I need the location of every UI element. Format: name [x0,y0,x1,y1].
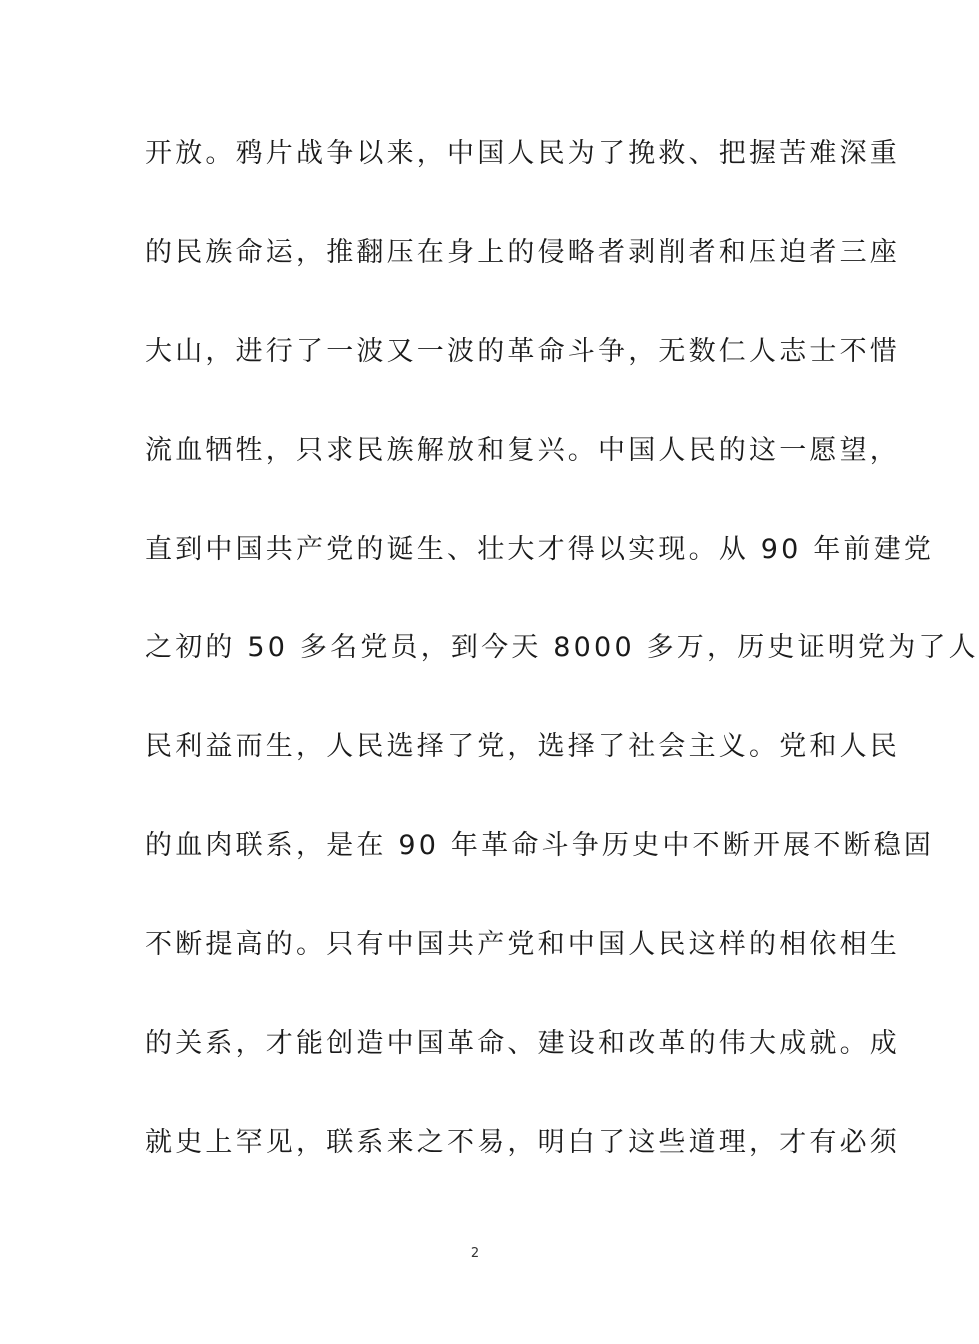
text-line: 的民族命运，推翻压在身上的侵略者剥削者和压迫者三座 [145,236,900,268]
text-line: 直到中国共产党的诞生、壮大才得以实现。从 90 年前建党 [145,533,935,565]
text-line: 大山，进行了一波又一波的革命斗争，无数仁人志士不惜 [145,335,900,367]
text-line: 开放。鸦片战争以来，中国人民为了挽救、把握苦难深重 [145,138,900,169]
text-line: 流血牺牲，只求民族解放和复兴。中国人民的这一愿望， [145,434,900,466]
text-line: 就史上罕见，联系来之不易，明白了这些道理，才有必须 [145,1126,900,1158]
text-line: 不断提高的。只有中国共产党和中国人民这样的相依相生 [145,929,900,961]
text-line: 的血肉联系，是在 90 年革命斗争历史中不断开展不断稳固 [145,830,935,862]
text-line: 之初的 50 多名党员，到今天 8000 多万，历史证明党为了人 [145,632,979,664]
text-line: 民利益而生，人民选择了党，选择了社会主义。党和人民 [145,731,900,763]
page-number: 2 [470,1246,480,1261]
body-text [145,129,979,1217]
text-line: 的关系，才能创造中国革命、建设和改革的伟大成就。成 [145,1028,900,1060]
